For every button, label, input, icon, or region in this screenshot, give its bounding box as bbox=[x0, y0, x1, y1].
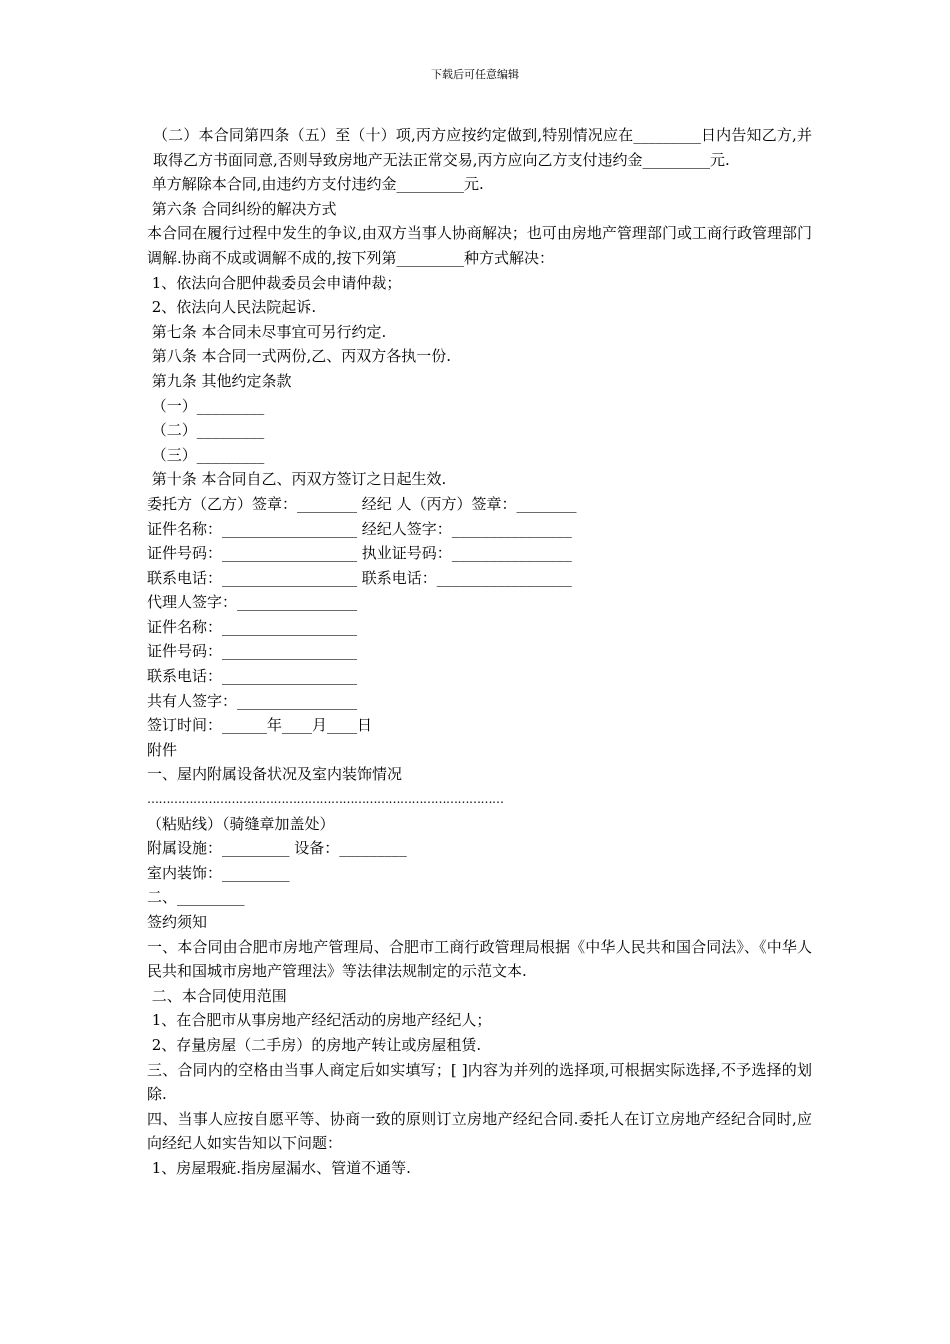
phone-line: 联系电话：__________________ 联系电话：__________________ bbox=[147, 568, 572, 587]
notice-item-4: 四、当事人应按自愿平等、协商一致的原则订立房地产经纪合同.委托人在订立房地产经纪合同时,应向经纪人如实告知以下问题： bbox=[147, 1109, 812, 1153]
signature-line-party: 委托方（乙方）签章：________ 经纪 人（丙方）签章：________ bbox=[147, 494, 577, 513]
decoration-line: 室内装饰：_________ bbox=[147, 863, 290, 882]
agent-signature-line: 代理人签字：________________ bbox=[147, 593, 358, 612]
page-header-note: 下载后可任意编辑 bbox=[431, 68, 519, 81]
co-owner-signature-line: 共有人签字：________________ bbox=[147, 691, 358, 710]
signing-date-line: 签订时间：______年____月____日 bbox=[147, 716, 373, 735]
contract-body bbox=[147, 123, 812, 1181]
appendix-item-2: 二、_________ bbox=[147, 888, 245, 907]
agent-id-name-line: 证件名称：__________________ bbox=[147, 617, 358, 636]
dispute-option-1: 1、依法向合肥仲裁委员会申请仲裁； bbox=[147, 273, 402, 292]
dotted-separator: ………………………………………………………………………………… bbox=[147, 792, 504, 807]
article-6-text: 本合同在履行过程中发生的争议,由双方当事人协商解决；也可由房地产管理部门或工商行政管理部门调解.协商不成或调解不成的,按下列第_________种方式解决： bbox=[147, 224, 812, 267]
facilities-line: 附属设施：_________ 设备：_________ bbox=[147, 839, 407, 858]
article-7: 第七条 本合同未尽事宜可另行约定. bbox=[147, 322, 387, 341]
defect-item-1: 1、房屋瑕疵.指房屋漏水、管道不通等. bbox=[147, 1158, 411, 1177]
unilateral-termination: 单方解除本合同,由违约方支付违约金_________元. bbox=[147, 175, 484, 194]
scope-item-2: 2、存量房屋（二手房）的房地产转让或房屋租赁. bbox=[147, 1035, 482, 1054]
id-number-line: 证件号码：__________________ 执业证号码：________________ bbox=[147, 544, 572, 563]
id-name-line: 证件名称：__________________ 经纪人签字：________________ bbox=[147, 519, 572, 538]
article-8: 第八条 本合同一式两份,乙、丙双方各执一份. bbox=[147, 347, 452, 366]
other-clause-1: （一）_________ bbox=[147, 396, 265, 415]
other-clause-2: （二）_________ bbox=[147, 421, 265, 440]
notice-item-3: 三、合同内的空格由当事人商定后如实填写；[ ]内容为并列的选择项,可根据实际选择,不予选择的划除. bbox=[147, 1060, 812, 1104]
clause-penalty-text: （二）本合同第四条（五）至（十）项,丙方应按约定做到,特别情况应在_________日内告知乙方,并取得乙方书面同意,否则导致房地产无法正常交易,丙方应向乙方支付违约金_________元. bbox=[153, 126, 812, 169]
appendix-item-1: 一、屋内附属设备状况及室内装饰情况 bbox=[147, 765, 403, 784]
appendix-heading: 附件 bbox=[147, 740, 178, 759]
agent-phone-line: 联系电话：__________________ bbox=[147, 667, 358, 686]
paste-line-note: （粘贴线）（骑缝章加盖处） bbox=[147, 814, 335, 833]
agent-id-number-line: 证件号码：__________________ bbox=[147, 642, 358, 661]
notice-item-2: 二、本合同使用范围 bbox=[147, 986, 287, 1005]
article-9-heading: 第九条 其他约定条款 bbox=[147, 371, 292, 390]
dispute-option-2: 2、依法向人民法院起诉. bbox=[147, 298, 317, 317]
notice-item-1: 一、本合同由合肥市房地产管理局、合肥市工商行政管理局根据《中华人民共和国合同法》、《中华人民共和国城市房地产管理法》等法律法规制定的示范文本. bbox=[147, 937, 812, 981]
other-clause-3: （三）_________ bbox=[147, 445, 265, 464]
signing-notice-heading: 签约须知 bbox=[147, 913, 208, 931]
scope-item-1: 1、在合肥市从事房地产经纪活动的房地产经纪人； bbox=[147, 1011, 492, 1030]
article-10: 第十条 本合同自乙、丙双方签订之日起生效. bbox=[147, 470, 447, 489]
article-6-heading: 第六条 合同纠纷的解决方式 bbox=[147, 199, 337, 218]
